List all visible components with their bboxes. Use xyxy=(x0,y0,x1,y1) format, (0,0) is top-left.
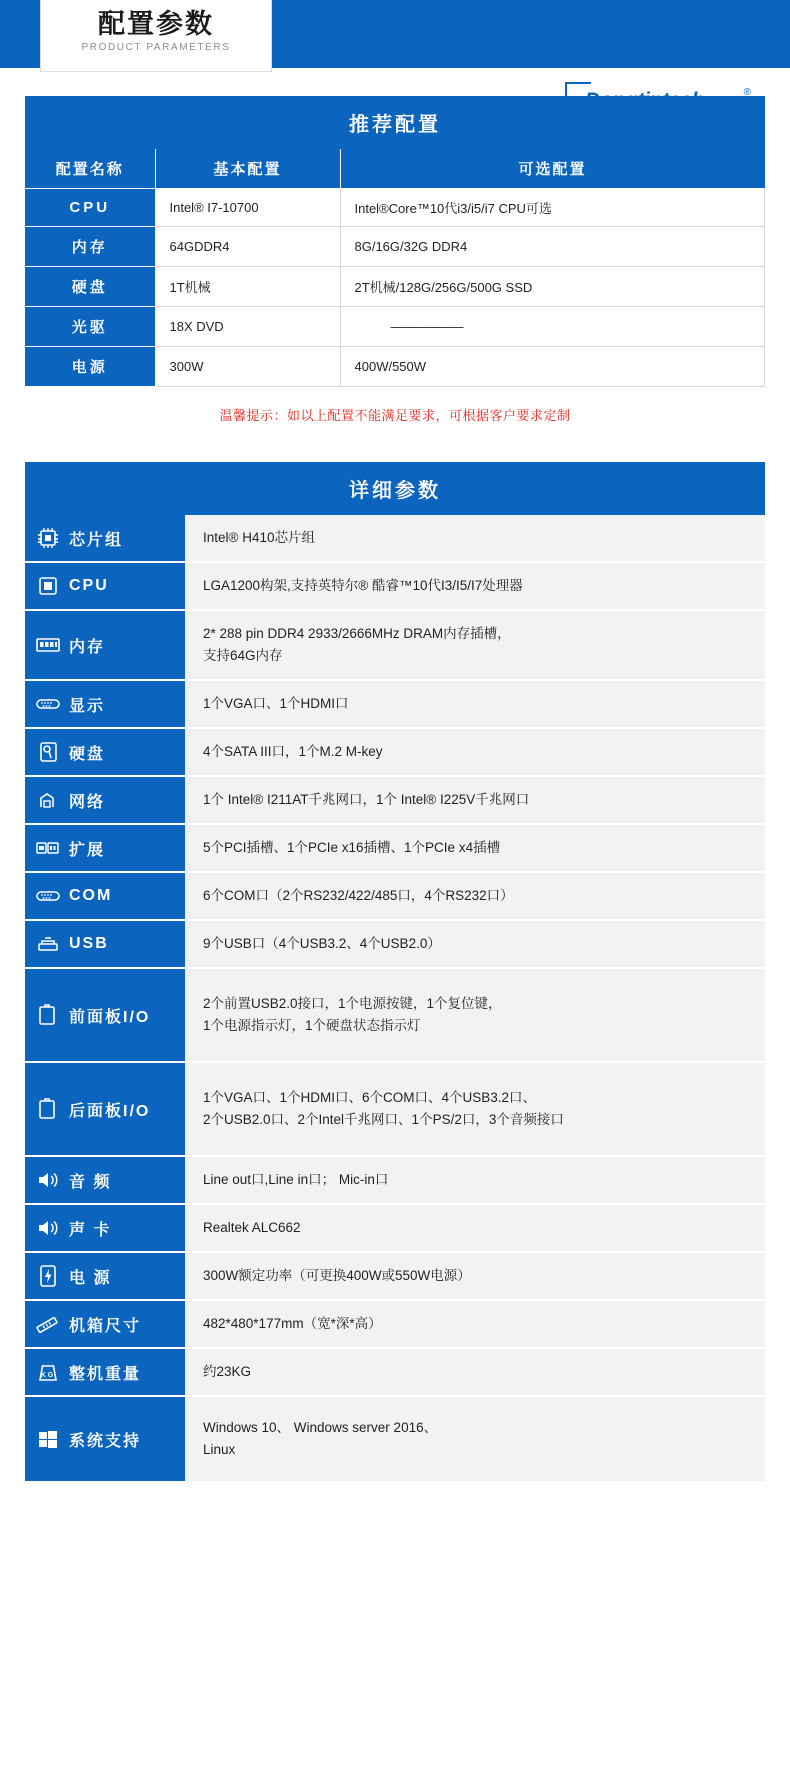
detail-label: 前面板I/O xyxy=(69,1008,151,1026)
notice-text: 温馨提示：如以上配置不能满足要求，可根据客户要求定制 xyxy=(219,408,571,423)
detail-value-line2: 支持64G内存 xyxy=(203,648,283,663)
detail-label-cell xyxy=(25,515,185,562)
detail-label: 网络 xyxy=(69,793,106,811)
logo-corner-bottom-right-icon xyxy=(739,126,765,152)
detail-value-line2: 1个电源指示灯，1个硬盘状态指示灯 xyxy=(203,1018,421,1033)
detail-value: Line out口,Line in口； Mic-in口 xyxy=(185,1156,765,1204)
detail-label-cell xyxy=(25,610,185,680)
detail-label-cell xyxy=(25,1396,185,1482)
detail-value-line2: 2个USB2.0口、2个Intel千兆网口、1个PS/2口，3个音频接口 xyxy=(203,1112,564,1127)
detail-value: Realtek ALC662 xyxy=(185,1204,765,1252)
detail-label: 系统支持 xyxy=(69,1432,142,1450)
detail-label: 硬盘 xyxy=(69,745,106,763)
detail-value xyxy=(185,610,765,680)
windows-icon xyxy=(35,1427,61,1451)
detail-params-title: 详细参数 xyxy=(25,462,765,515)
row-optional-value: Intel®Core™10代i3/i5/i7 CPU可选 xyxy=(340,189,765,227)
column-header-basic: 基本配置 xyxy=(155,149,340,189)
chipset-icon xyxy=(35,526,61,550)
recommended-config-table xyxy=(25,149,765,387)
row-optional-value: 400W/550W xyxy=(340,347,765,387)
detail-value-line1: 2个前置USB2.0接口，1个电源按键，1个复位键， xyxy=(203,996,502,1011)
row-optional-value: 8G/16G/32G DDR4 xyxy=(340,227,765,267)
table-row xyxy=(25,1300,765,1348)
detail-params-table xyxy=(25,515,765,1483)
table-row xyxy=(25,515,765,562)
detail-label: 声 卡 xyxy=(69,1221,112,1239)
row-label: 电源 xyxy=(25,347,155,387)
dimension-icon xyxy=(35,1312,61,1336)
detail-label: 芯片组 xyxy=(69,531,124,549)
detail-value-line2: Linux xyxy=(203,1442,236,1457)
logo-rule-left-icon xyxy=(577,131,599,133)
detail-value: 1个 Intel® I211AT千兆网口，1个 Intel® I225V千兆网口 xyxy=(185,776,765,824)
weight-icon xyxy=(35,1360,61,1384)
page-subtitle: PRODUCT PARAMETERS xyxy=(81,42,231,53)
detail-value: 9个USB口（4个USB3.2、4个USB2.0） xyxy=(185,920,765,968)
detail-value xyxy=(185,968,765,1062)
detail-value-line1: 1个VGA口、1个HDMI口、6个COM口、4个USB3.2口、 xyxy=(203,1090,537,1105)
detail-value: Intel® H410芯片组 xyxy=(185,515,765,562)
row-basic-value: 18X DVD xyxy=(155,307,340,347)
row-label: 内存 xyxy=(25,227,155,267)
row-label: 硬盘 xyxy=(25,267,155,307)
detail-label: 显示 xyxy=(69,697,106,715)
page-title-card xyxy=(40,0,272,72)
row-basic-value: 1T机械 xyxy=(155,267,340,307)
table-row xyxy=(25,776,765,824)
row-basic-value: 64GDDR4 xyxy=(155,227,340,267)
detail-value: 5个PCI插槽、1个PCIe x16插槽、1个PCIe x4插槽 xyxy=(185,824,765,872)
detail-value: 4个SATA III口，1个M.2 M-key xyxy=(185,728,765,776)
front-panel-icon xyxy=(35,1003,61,1027)
logo-text-cn: 东田工控 xyxy=(605,123,689,145)
page-title: 配置参数 xyxy=(98,9,214,39)
detail-value: 482*480*177mm（宽*深*高） xyxy=(185,1300,765,1348)
table-row xyxy=(25,824,765,872)
detail-label: 扩展 xyxy=(69,841,106,859)
logo-frame xyxy=(565,82,765,152)
detail-label-cell xyxy=(25,824,185,872)
table-row xyxy=(25,267,765,307)
detail-label-cell xyxy=(25,920,185,968)
table-row xyxy=(25,920,765,968)
row-optional-value: 2T机械/128G/256G/500G SSD xyxy=(340,267,765,307)
harddisk-icon xyxy=(35,740,61,764)
detail-label-cell xyxy=(25,968,185,1062)
detail-value-line1: 2* 288 pin DDR4 2933/2666MHz DRAM内存插槽， xyxy=(203,626,511,641)
detail-label: COM xyxy=(69,887,113,904)
detail-label-cell xyxy=(25,1062,185,1156)
detail-label: 内存 xyxy=(69,638,106,656)
table-row xyxy=(25,227,765,267)
detail-label: 电 源 xyxy=(69,1269,112,1287)
memory-icon xyxy=(35,633,61,657)
detail-value: 约23KG xyxy=(185,1348,765,1396)
table-row xyxy=(25,562,765,610)
detail-label-cell xyxy=(25,872,185,920)
table-row xyxy=(25,1204,765,1252)
table-row xyxy=(25,189,765,227)
row-basic-value: Intel® I7-10700 xyxy=(155,189,340,227)
table-row xyxy=(25,728,765,776)
table-row xyxy=(25,680,765,728)
table-row xyxy=(25,872,765,920)
com-icon xyxy=(35,884,61,908)
detail-label-cell xyxy=(25,1300,185,1348)
detail-label: 整机重量 xyxy=(69,1365,142,1383)
table-row xyxy=(25,1252,765,1300)
display-icon xyxy=(35,692,61,716)
detail-label: CPU xyxy=(69,577,109,594)
logo-text-en: Dongtintech xyxy=(585,89,705,112)
row-optional-value: —————— xyxy=(340,307,765,347)
table-row xyxy=(25,1396,765,1482)
network-icon xyxy=(35,788,61,812)
recommended-config-title: 推荐配置 xyxy=(25,96,765,149)
detail-label: 机箱尺寸 xyxy=(69,1317,142,1335)
table-header-row xyxy=(25,149,765,189)
table-row xyxy=(25,610,765,680)
detail-label-cell xyxy=(25,1156,185,1204)
audio-icon xyxy=(35,1168,61,1192)
row-label: CPU xyxy=(25,189,155,227)
logo-registered-icon: ® xyxy=(743,87,751,98)
logo-rule-right-icon xyxy=(695,131,717,133)
table-row xyxy=(25,1156,765,1204)
column-header-optional: 可选配置 xyxy=(340,149,765,189)
detail-label: 音 频 xyxy=(69,1173,112,1191)
row-label: 光驱 xyxy=(25,307,155,347)
power-icon xyxy=(35,1264,61,1288)
svg-text:KG: KG xyxy=(40,1372,56,1379)
detail-label: USB xyxy=(69,935,109,952)
usb-icon xyxy=(35,932,61,956)
detail-value-line1: Windows 10、 Windows server 2016、 xyxy=(203,1420,438,1435)
brand-logo xyxy=(555,82,765,154)
detail-params-section xyxy=(25,462,765,1483)
detail-value xyxy=(185,1062,765,1156)
detail-label-cell xyxy=(25,728,185,776)
rear-panel-icon xyxy=(35,1097,61,1121)
logo-text-cn-row xyxy=(577,117,717,146)
table-row xyxy=(25,347,765,387)
detail-label-cell xyxy=(25,562,185,610)
soundcard-icon xyxy=(35,1216,61,1240)
detail-value: LGA1200构架,支持英特尔® 酷睿™10代I3/I5/I7处理器 xyxy=(185,562,765,610)
detail-label-cell xyxy=(25,1252,185,1300)
detail-label: 后面板I/O xyxy=(69,1102,151,1120)
detail-label-cell xyxy=(25,776,185,824)
table-row xyxy=(25,307,765,347)
detail-label-cell xyxy=(25,1204,185,1252)
row-basic-value: 300W xyxy=(155,347,340,387)
detail-value: 6个COM口（2个RS232/422/485口，4个RS232口） xyxy=(185,872,765,920)
table-row xyxy=(25,1348,765,1396)
header-bar xyxy=(0,0,790,68)
detail-label-cell xyxy=(25,1348,185,1396)
column-header-name: 配置名称 xyxy=(25,149,155,189)
table-row xyxy=(25,968,765,1062)
detail-label-cell xyxy=(25,680,185,728)
detail-value: 300W额定功率（可更换400W或550W电源） xyxy=(185,1252,765,1300)
detail-value: 1个VGA口、1个HDMI口 xyxy=(185,680,765,728)
cpu-icon xyxy=(35,574,61,598)
detail-value xyxy=(185,1396,765,1482)
table-row xyxy=(25,1062,765,1156)
expansion-icon xyxy=(35,836,61,860)
